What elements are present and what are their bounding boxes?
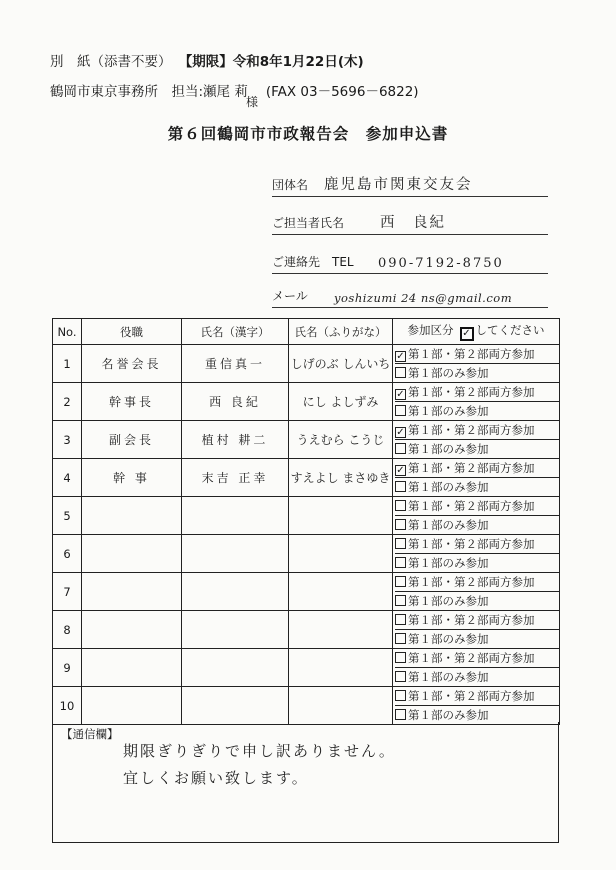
option-first-label: 第１部のみ参加	[408, 632, 489, 646]
checkbox-first[interactable]	[395, 405, 406, 416]
option-both	[395, 459, 559, 477]
option-first-label: 第１部のみ参加	[408, 670, 489, 684]
col-category	[393, 319, 560, 345]
category-cell	[393, 383, 560, 421]
option-first	[395, 477, 559, 496]
option-first-label: 第１部のみ参加	[408, 518, 489, 532]
checkbox-first[interactable]	[395, 671, 406, 682]
category-instruction: してください	[475, 323, 545, 337]
category-cell	[393, 421, 560, 459]
role-cell[interactable]: 幹 事	[82, 459, 182, 497]
communication-label: 【通信欄】	[61, 727, 119, 741]
option-both-label: 第１部・第２部両方参加	[408, 423, 535, 437]
role-cell[interactable]	[82, 687, 182, 725]
row-number: 4	[53, 459, 82, 497]
table-row	[53, 687, 560, 725]
name-cell[interactable]: 重信真一	[182, 345, 289, 383]
option-both	[395, 383, 559, 401]
kana-cell[interactable]: しげのぶ しんいち	[289, 345, 393, 383]
option-both-label: 第１部・第２部両方参加	[408, 575, 535, 589]
table-row	[53, 383, 560, 421]
role-cell[interactable]: 名誉会長	[82, 345, 182, 383]
option-both	[395, 573, 559, 591]
option-both-label: 第１部・第２部両方参加	[408, 499, 535, 513]
communication-line-1[interactable]: 期限ぎりぎりで申し訳ありません。	[123, 742, 396, 760]
table-row	[53, 459, 560, 497]
category-cell	[393, 649, 560, 687]
role-cell[interactable]	[82, 573, 182, 611]
checkbox-first[interactable]	[395, 633, 406, 644]
name-cell[interactable]: 植村 耕二	[182, 421, 289, 459]
checkbox-both[interactable]	[395, 538, 406, 549]
role-cell[interactable]	[82, 649, 182, 687]
office-contact: 鶴岡市東京事務所 担当:瀬尾 莉	[50, 84, 248, 100]
table-row	[53, 611, 560, 649]
communication-line-2[interactable]: 宜しくお願い致します。	[123, 769, 309, 787]
role-cell[interactable]	[82, 535, 182, 573]
option-first	[395, 667, 559, 686]
checkbox-both[interactable]	[395, 614, 406, 625]
role-cell[interactable]	[82, 611, 182, 649]
option-both-label: 第１部・第２部両方参加	[408, 537, 535, 551]
row-number: 3	[53, 421, 82, 459]
checkbox-first[interactable]	[395, 595, 406, 606]
col-role: 役職	[82, 319, 182, 345]
table-row	[53, 421, 560, 459]
row-number: 6	[53, 535, 82, 573]
option-first-label: 第１部のみ参加	[408, 404, 489, 418]
communication-box	[52, 722, 559, 843]
category-label: 参加区分	[407, 323, 454, 337]
org-value[interactable]: 鹿児島市関東交友会	[324, 177, 473, 193]
row-number: 7	[53, 573, 82, 611]
mail-row	[272, 283, 548, 308]
checkbox-both[interactable]	[395, 576, 406, 587]
org-label: 団体名	[272, 178, 309, 192]
table-row	[53, 535, 560, 573]
checkbox-both[interactable]: ✓	[396, 427, 405, 438]
check-box-icon: ✓	[460, 327, 474, 341]
name-cell[interactable]	[182, 497, 289, 535]
kana-cell[interactable]	[289, 649, 393, 687]
col-name: 氏名（漢字）	[182, 319, 289, 345]
checkbox-first[interactable]	[395, 709, 406, 720]
checkbox-first[interactable]	[395, 519, 406, 530]
option-both-label: 第１部・第２部両方参加	[408, 385, 535, 399]
option-both	[395, 421, 559, 439]
kana-cell[interactable]	[289, 687, 393, 725]
kana-cell[interactable]: すえよし まさゆき	[289, 459, 393, 497]
checkbox-both[interactable]	[395, 652, 406, 663]
sama-handwritten: 様	[246, 95, 259, 109]
role-cell[interactable]: 幹事長	[82, 383, 182, 421]
option-first	[395, 629, 559, 648]
category-cell	[393, 345, 560, 383]
name-cell[interactable]	[182, 535, 289, 573]
row-number: 2	[53, 383, 82, 421]
option-first	[395, 439, 559, 458]
table-header	[53, 319, 560, 345]
checkbox-first[interactable]	[395, 481, 406, 492]
option-first-label: 第１部のみ参加	[408, 594, 489, 608]
attachment-note: 別 紙（添書不要）	[50, 54, 172, 70]
mail-label: メール	[272, 289, 308, 303]
option-both	[395, 611, 559, 629]
category-cell	[393, 611, 560, 649]
option-first	[395, 553, 559, 572]
name-cell[interactable]	[182, 611, 289, 649]
checkbox-both[interactable]	[395, 500, 406, 511]
option-both-label: 第１部・第２部両方参加	[408, 347, 535, 361]
name-cell[interactable]	[182, 687, 289, 725]
name-cell[interactable]	[182, 649, 289, 687]
option-both-label: 第１部・第２部両方参加	[408, 461, 535, 475]
person-value[interactable]: 西 良紀	[380, 215, 446, 231]
table-row	[53, 573, 560, 611]
kana-cell[interactable]	[289, 573, 393, 611]
option-first	[395, 515, 559, 534]
row-number: 9	[53, 649, 82, 687]
option-both-label: 第１部・第２部両方参加	[408, 689, 535, 703]
contact-label: ご連絡先 TEL	[272, 255, 354, 269]
checkbox-first[interactable]	[395, 443, 406, 454]
row-number: 8	[53, 611, 82, 649]
option-first-label: 第１部のみ参加	[408, 442, 489, 456]
checkbox-both[interactable]: ✓	[396, 465, 405, 476]
page-title: 第６回鶴岡市市政報告会 参加申込書	[167, 125, 449, 143]
kana-cell[interactable]	[289, 611, 393, 649]
option-both	[395, 497, 559, 515]
name-cell[interactable]: 末吉 正幸	[182, 459, 289, 497]
checkbox-both[interactable]	[395, 690, 406, 701]
option-first-label: 第１部のみ参加	[408, 708, 489, 722]
checkbox-both[interactable]: ✓	[396, 389, 405, 400]
person-row	[272, 210, 548, 235]
deadline: 【期限】令和8年1月22日(木)	[185, 54, 364, 70]
name-cell[interactable]: 西 良紀	[182, 383, 289, 421]
person-label: ご担当者氏名	[272, 216, 345, 230]
option-first	[395, 591, 559, 610]
table-row	[53, 345, 560, 383]
table-row	[53, 649, 560, 687]
category-cell	[393, 573, 560, 611]
kana-cell[interactable]	[289, 497, 393, 535]
checkbox-both[interactable]: ✓	[396, 351, 405, 362]
col-kana: 氏名（ふりがな）	[289, 319, 393, 345]
row-number: 10	[53, 687, 82, 725]
option-first	[395, 363, 559, 382]
kana-cell[interactable]	[289, 535, 393, 573]
contact-value[interactable]: 090-7192-8750	[378, 256, 504, 271]
kana-cell[interactable]: にし よしずみ	[289, 383, 393, 421]
category-cell	[393, 459, 560, 497]
kana-cell[interactable]: うえむら こうじ	[289, 421, 393, 459]
row-number: 5	[53, 497, 82, 535]
category-cell	[393, 497, 560, 535]
checkbox-first[interactable]	[395, 557, 406, 568]
option-first-label: 第１部のみ参加	[408, 480, 489, 494]
option-both-label: 第１部・第２部両方参加	[408, 613, 535, 627]
row-number: 1	[53, 345, 82, 383]
mail-value[interactable]: yoshizumi 24 ns@gmail.com	[334, 291, 513, 305]
option-first-label: 第１部のみ参加	[408, 556, 489, 570]
category-cell	[393, 535, 560, 573]
option-both	[395, 535, 559, 553]
name-cell[interactable]	[182, 573, 289, 611]
option-both	[395, 345, 559, 363]
header-line-1	[50, 50, 364, 70]
contact-row	[272, 249, 548, 274]
option-both	[395, 687, 559, 705]
header-line-2	[50, 80, 419, 100]
fax-number: (FAX 03－5696－6822)	[265, 84, 419, 100]
option-first	[395, 401, 559, 420]
option-both	[395, 649, 559, 667]
category-cell	[393, 687, 560, 725]
org-row	[272, 172, 548, 197]
role-cell[interactable]: 副会長	[82, 421, 182, 459]
table-row	[53, 497, 560, 535]
role-cell[interactable]	[82, 497, 182, 535]
checkbox-first[interactable]	[395, 367, 406, 378]
participant-table	[52, 318, 560, 725]
option-first-label: 第１部のみ参加	[408, 366, 489, 380]
option-both-label: 第１部・第２部両方参加	[408, 651, 535, 665]
col-no: No.	[53, 319, 82, 345]
